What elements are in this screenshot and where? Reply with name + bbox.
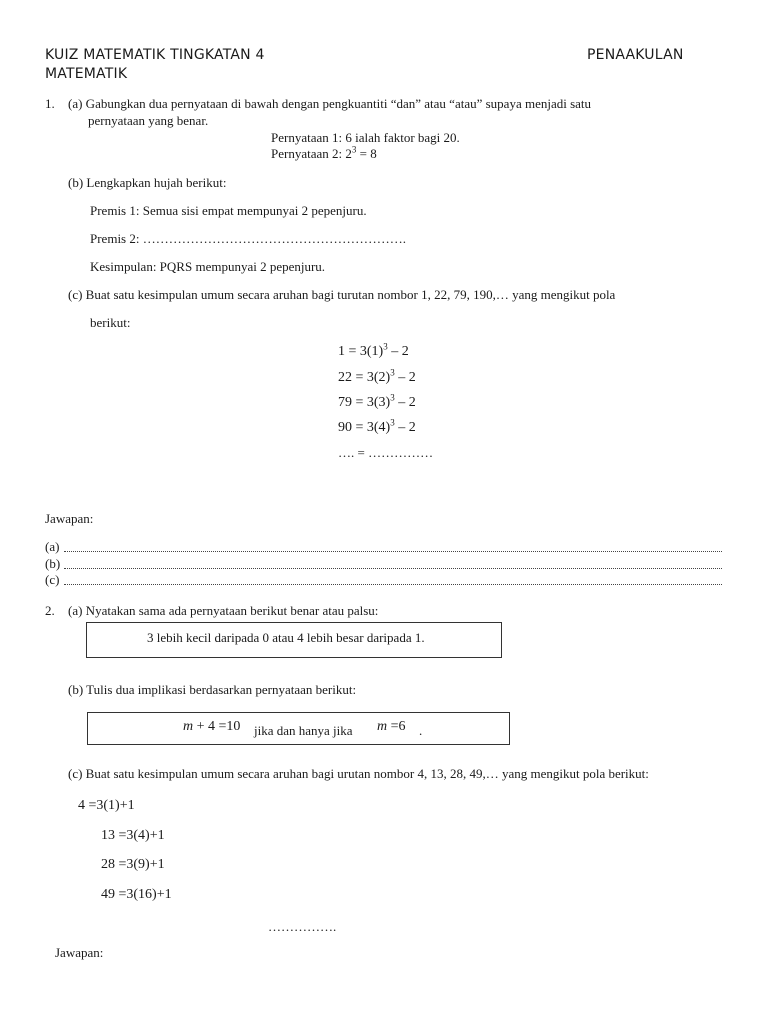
quiz-title: KUIZ MATEMATIK TINGKATAN 4: [45, 47, 265, 63]
q2b-equation-1: m + 4 =10: [183, 719, 241, 734]
answer-label-c: (c): [45, 572, 60, 587]
pattern-line-2: $22 = 3(2)^3 - 2$: [338, 367, 416, 385]
q2b-equation-2: m =6: [377, 719, 406, 734]
question-2-number: 2.: [45, 603, 55, 618]
answer-line-a[interactable]: [64, 551, 722, 552]
conclusion: Kesimpulan: PQRS mempunyai 2 pepenjuru.: [90, 259, 326, 274]
answer-label-b: (b): [45, 556, 61, 571]
q2a-statement: 3 lebih kecil daripada 0 atau 4 lebih besar daripada 1.: [147, 630, 425, 645]
q2-pattern-line-2: 13 =3(4)+1: [101, 828, 165, 843]
pattern-line-blank: …. = ……………: [338, 445, 434, 460]
pattern-line-1: $1 = 3(1)^3 - 2$: [338, 341, 409, 359]
q2b-instruction: (b) Tulis dua implikasi berdasarkan pernyataan berikut:: [68, 682, 357, 697]
q2-pattern-line-blank: …………….: [268, 919, 337, 934]
pattern-line-4: $90 = 3(4)^3 - 2$: [338, 417, 416, 435]
answer-line-b[interactable]: [64, 568, 722, 569]
pattern-line-3: $79 = 3(3)^3 - 2$: [338, 392, 416, 410]
topic-title-line2: MATEMATIK: [45, 66, 128, 82]
q2-pattern-line-3: 28 =3(9)+1: [101, 857, 165, 872]
statement-1: Pernyataan 1: 6 ialah faktor bagi 20.: [271, 130, 460, 145]
premise-2-blank: Premis 2: …………………………………………………….: [90, 231, 406, 246]
statement-2: Pernyataan 2: $2^3 = 8$: [271, 144, 377, 161]
answer-label-a: (a): [45, 539, 60, 554]
q2a-instruction: (a) Nyatakan sama ada pernyataan berikut benar atau palsu:: [68, 603, 379, 618]
q2b-statement-box: [87, 712, 510, 745]
q1c-instruction-line2: berikut:: [90, 315, 131, 330]
q2a-statement-box: [86, 622, 502, 658]
q1c-instruction: (c) Buat satu kesimpulan umum secara aruhan bagi turutan nombor 1, 22, 79, 190,… yang mengikut pola: [68, 287, 616, 302]
answer-line-c[interactable]: [64, 584, 722, 585]
answer-heading-q1: Jawapan:: [45, 511, 94, 526]
q1b-instruction: (b) Lengkapkan hujah berikut:: [68, 175, 227, 190]
question-1-number: 1.: [45, 96, 55, 111]
topic-title: PENAAKULAN: [587, 47, 684, 63]
q1a-instruction: (a) Gabungkan dua pernyataan di bawah dengan pengkuantiti “dan” atau “atau” supaya menjadi satu: [68, 96, 592, 111]
q2b-period: .: [419, 723, 423, 738]
answer-heading-q2: Jawapan:: [55, 945, 104, 960]
q2-pattern-line-1: 4 =3(1)+1: [78, 798, 135, 813]
q2c-instruction: (c) Buat satu kesimpulan umum secara aruhan bagi urutan nombor 4, 13, 28, 49,… yang mengikut pola berikut:: [68, 766, 649, 781]
q2b-connector: jika dan hanya jika: [254, 723, 353, 738]
q1a-instruction-line2: pernyataan yang benar.: [88, 113, 209, 128]
q2-pattern-line-4: 49 =3(16)+1: [101, 887, 172, 902]
premise-1: Premis 1: Semua sisi empat mempunyai 2 pepenjuru.: [90, 203, 367, 218]
